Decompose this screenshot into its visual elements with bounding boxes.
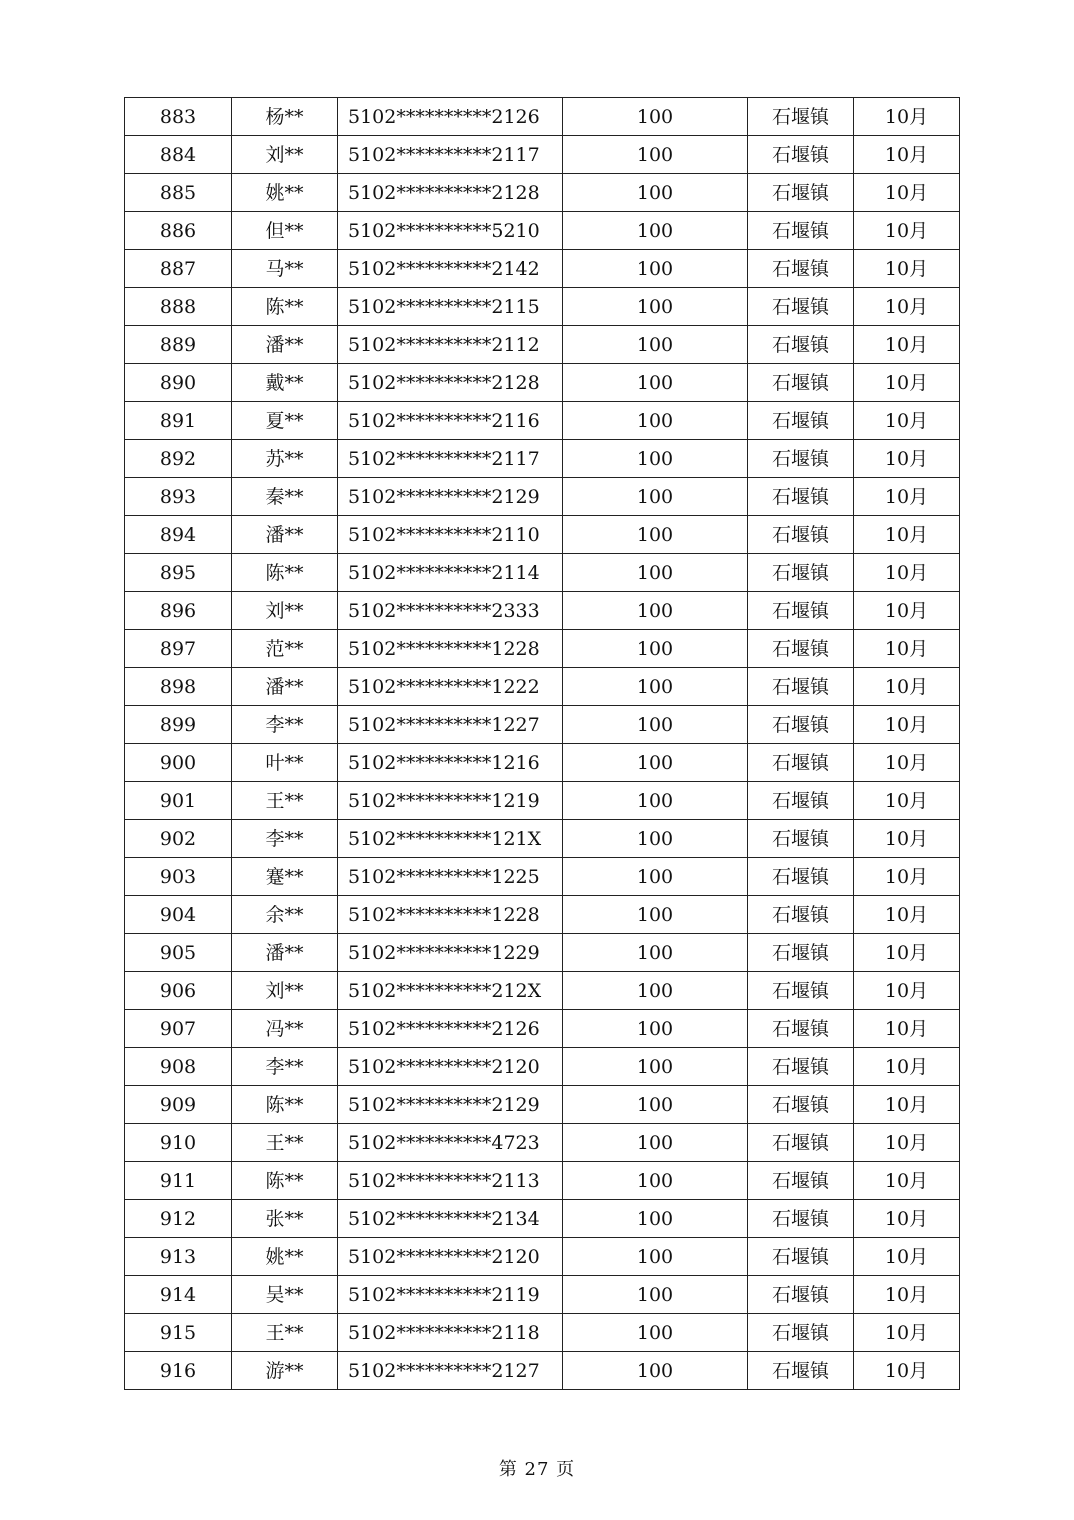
amount-cell: 100 [563, 1238, 748, 1276]
town-cell: 石堰镇 [748, 136, 854, 174]
name-cell: 张** [232, 1200, 338, 1238]
town-cell: 石堰镇 [748, 744, 854, 782]
town-cell: 石堰镇 [748, 1086, 854, 1124]
amount-cell: 100 [563, 136, 748, 174]
name-cell: 王** [232, 1314, 338, 1352]
table-row [125, 592, 960, 630]
month-cell: 10月 [854, 554, 960, 592]
name-cell: 陈** [232, 1086, 338, 1124]
name-cell: 陈** [232, 1162, 338, 1200]
town-cell: 石堰镇 [748, 554, 854, 592]
row-number-cell: 906 [125, 972, 232, 1010]
table-row [125, 1086, 960, 1124]
row-number-cell: 885 [125, 174, 232, 212]
name-cell: 范** [232, 630, 338, 668]
amount-cell: 100 [563, 478, 748, 516]
amount-cell: 100 [563, 1162, 748, 1200]
records-table-body [125, 98, 960, 1390]
amount-cell: 100 [563, 934, 748, 972]
amount-cell: 100 [563, 972, 748, 1010]
month-cell: 10月 [854, 1200, 960, 1238]
name-cell: 陈** [232, 288, 338, 326]
month-cell: 10月 [854, 1276, 960, 1314]
month-cell: 10月 [854, 668, 960, 706]
row-number-cell: 887 [125, 250, 232, 288]
table-row [125, 136, 960, 174]
id-number-cell: 5102**********2110 [338, 516, 563, 554]
month-cell: 10月 [854, 1352, 960, 1390]
table-row [125, 820, 960, 858]
name-cell: 戴** [232, 364, 338, 402]
month-cell: 10月 [854, 1238, 960, 1276]
records-table [124, 97, 960, 1390]
id-number-cell: 5102**********2129 [338, 478, 563, 516]
town-cell: 石堰镇 [748, 1162, 854, 1200]
table-row [125, 1276, 960, 1314]
town-cell: 石堰镇 [748, 288, 854, 326]
name-cell: 王** [232, 782, 338, 820]
month-cell: 10月 [854, 516, 960, 554]
row-number-cell: 910 [125, 1124, 232, 1162]
month-cell: 10月 [854, 174, 960, 212]
town-cell: 石堰镇 [748, 98, 854, 136]
town-cell: 石堰镇 [748, 706, 854, 744]
row-number-cell: 912 [125, 1200, 232, 1238]
id-number-cell: 5102**********1229 [338, 934, 563, 972]
name-cell: 苏** [232, 440, 338, 478]
id-number-cell: 5102**********2127 [338, 1352, 563, 1390]
amount-cell: 100 [563, 326, 748, 364]
month-cell: 10月 [854, 440, 960, 478]
row-number-cell: 893 [125, 478, 232, 516]
id-number-cell: 5102**********2142 [338, 250, 563, 288]
month-cell: 10月 [854, 478, 960, 516]
table-row [125, 402, 960, 440]
month-cell: 10月 [854, 1314, 960, 1352]
amount-cell: 100 [563, 364, 748, 402]
id-number-cell: 5102**********2114 [338, 554, 563, 592]
town-cell: 石堰镇 [748, 440, 854, 478]
town-cell: 石堰镇 [748, 1238, 854, 1276]
month-cell: 10月 [854, 972, 960, 1010]
town-cell: 石堰镇 [748, 1124, 854, 1162]
id-number-cell: 5102**********1222 [338, 668, 563, 706]
town-cell: 石堰镇 [748, 1314, 854, 1352]
town-cell: 石堰镇 [748, 934, 854, 972]
id-number-cell: 5102**********2128 [338, 364, 563, 402]
id-number-cell: 5102**********1219 [338, 782, 563, 820]
row-number-cell: 908 [125, 1048, 232, 1086]
town-cell: 石堰镇 [748, 364, 854, 402]
id-number-cell: 5102**********5210 [338, 212, 563, 250]
id-number-cell: 5102**********121X [338, 820, 563, 858]
month-cell: 10月 [854, 858, 960, 896]
table-row [125, 98, 960, 136]
id-number-cell: 5102**********4723 [338, 1124, 563, 1162]
amount-cell: 100 [563, 98, 748, 136]
row-number-cell: 884 [125, 136, 232, 174]
town-cell: 石堰镇 [748, 1200, 854, 1238]
month-cell: 10月 [854, 326, 960, 364]
name-cell: 潘** [232, 516, 338, 554]
month-cell: 10月 [854, 402, 960, 440]
id-number-cell: 5102**********2117 [338, 440, 563, 478]
row-number-cell: 900 [125, 744, 232, 782]
name-cell: 杨** [232, 98, 338, 136]
table-row [125, 250, 960, 288]
town-cell: 石堰镇 [748, 1352, 854, 1390]
id-number-cell: 5102**********2134 [338, 1200, 563, 1238]
amount-cell: 100 [563, 288, 748, 326]
name-cell: 叶** [232, 744, 338, 782]
month-cell: 10月 [854, 1124, 960, 1162]
town-cell: 石堰镇 [748, 782, 854, 820]
table-row [125, 1124, 960, 1162]
table-row [125, 668, 960, 706]
table-row [125, 174, 960, 212]
row-number-cell: 907 [125, 1010, 232, 1048]
amount-cell: 100 [563, 212, 748, 250]
town-cell: 石堰镇 [748, 174, 854, 212]
row-number-cell: 886 [125, 212, 232, 250]
month-cell: 10月 [854, 250, 960, 288]
name-cell: 刘** [232, 592, 338, 630]
month-cell: 10月 [854, 1086, 960, 1124]
name-cell: 李** [232, 706, 338, 744]
id-number-cell: 5102**********1228 [338, 630, 563, 668]
amount-cell: 100 [563, 250, 748, 288]
id-number-cell: 5102**********1225 [338, 858, 563, 896]
amount-cell: 100 [563, 1352, 748, 1390]
name-cell: 李** [232, 820, 338, 858]
amount-cell: 100 [563, 668, 748, 706]
town-cell: 石堰镇 [748, 820, 854, 858]
town-cell: 石堰镇 [748, 212, 854, 250]
town-cell: 石堰镇 [748, 326, 854, 364]
name-cell: 游** [232, 1352, 338, 1390]
amount-cell: 100 [563, 896, 748, 934]
month-cell: 10月 [854, 896, 960, 934]
amount-cell: 100 [563, 630, 748, 668]
table-row [125, 934, 960, 972]
row-number-cell: 911 [125, 1162, 232, 1200]
id-number-cell: 5102**********2128 [338, 174, 563, 212]
amount-cell: 100 [563, 554, 748, 592]
town-cell: 石堰镇 [748, 1276, 854, 1314]
name-cell: 蹇** [232, 858, 338, 896]
name-cell: 陈** [232, 554, 338, 592]
table-row [125, 212, 960, 250]
row-number-cell: 916 [125, 1352, 232, 1390]
table-row [125, 288, 960, 326]
amount-cell: 100 [563, 1010, 748, 1048]
table-row [125, 706, 960, 744]
amount-cell: 100 [563, 440, 748, 478]
row-number-cell: 891 [125, 402, 232, 440]
name-cell: 冯** [232, 1010, 338, 1048]
name-cell: 李** [232, 1048, 338, 1086]
row-number-cell: 896 [125, 592, 232, 630]
name-cell: 潘** [232, 326, 338, 364]
amount-cell: 100 [563, 592, 748, 630]
month-cell: 10月 [854, 744, 960, 782]
amount-cell: 100 [563, 1086, 748, 1124]
row-number-cell: 897 [125, 630, 232, 668]
id-number-cell: 5102**********2129 [338, 1086, 563, 1124]
town-cell: 石堰镇 [748, 516, 854, 554]
amount-cell: 100 [563, 820, 748, 858]
id-number-cell: 5102**********2113 [338, 1162, 563, 1200]
town-cell: 石堰镇 [748, 1010, 854, 1048]
table-row [125, 972, 960, 1010]
table-row [125, 1238, 960, 1276]
amount-cell: 100 [563, 1124, 748, 1162]
table-row [125, 1162, 960, 1200]
month-cell: 10月 [854, 364, 960, 402]
id-number-cell: 5102**********2116 [338, 402, 563, 440]
row-number-cell: 902 [125, 820, 232, 858]
table-row [125, 1048, 960, 1086]
row-number-cell: 913 [125, 1238, 232, 1276]
month-cell: 10月 [854, 820, 960, 858]
town-cell: 石堰镇 [748, 592, 854, 630]
month-cell: 10月 [854, 136, 960, 174]
row-number-cell: 905 [125, 934, 232, 972]
table-row [125, 1352, 960, 1390]
name-cell: 刘** [232, 972, 338, 1010]
amount-cell: 100 [563, 744, 748, 782]
table-row [125, 782, 960, 820]
row-number-cell: 889 [125, 326, 232, 364]
amount-cell: 100 [563, 402, 748, 440]
amount-cell: 100 [563, 1314, 748, 1352]
name-cell: 潘** [232, 934, 338, 972]
row-number-cell: 892 [125, 440, 232, 478]
name-cell: 秦** [232, 478, 338, 516]
row-number-cell: 903 [125, 858, 232, 896]
month-cell: 10月 [854, 288, 960, 326]
month-cell: 10月 [854, 706, 960, 744]
town-cell: 石堰镇 [748, 1048, 854, 1086]
amount-cell: 100 [563, 706, 748, 744]
month-cell: 10月 [854, 1010, 960, 1048]
id-number-cell: 5102**********2115 [338, 288, 563, 326]
month-cell: 10月 [854, 1162, 960, 1200]
name-cell: 王** [232, 1124, 338, 1162]
town-cell: 石堰镇 [748, 478, 854, 516]
amount-cell: 100 [563, 782, 748, 820]
id-number-cell: 5102**********2126 [338, 1010, 563, 1048]
name-cell: 潘** [232, 668, 338, 706]
id-number-cell: 5102**********2112 [338, 326, 563, 364]
table-row [125, 896, 960, 934]
month-cell: 10月 [854, 1048, 960, 1086]
name-cell: 夏** [232, 402, 338, 440]
table-row [125, 516, 960, 554]
town-cell: 石堰镇 [748, 402, 854, 440]
amount-cell: 100 [563, 1048, 748, 1086]
row-number-cell: 909 [125, 1086, 232, 1124]
name-cell: 吴** [232, 1276, 338, 1314]
page-number: 第 27 页 [498, 1459, 576, 1480]
town-cell: 石堰镇 [748, 972, 854, 1010]
table-row [125, 364, 960, 402]
amount-cell: 100 [563, 1200, 748, 1238]
month-cell: 10月 [854, 782, 960, 820]
id-number-cell: 5102**********1216 [338, 744, 563, 782]
table-row [125, 744, 960, 782]
row-number-cell: 894 [125, 516, 232, 554]
table-row [125, 1314, 960, 1352]
row-number-cell: 904 [125, 896, 232, 934]
table-row [125, 858, 960, 896]
amount-cell: 100 [563, 858, 748, 896]
id-number-cell: 5102**********212X [338, 972, 563, 1010]
town-cell: 石堰镇 [748, 250, 854, 288]
month-cell: 10月 [854, 592, 960, 630]
amount-cell: 100 [563, 1276, 748, 1314]
month-cell: 10月 [854, 212, 960, 250]
name-cell: 余** [232, 896, 338, 934]
id-number-cell: 5102**********2126 [338, 98, 563, 136]
name-cell: 姚** [232, 174, 338, 212]
town-cell: 石堰镇 [748, 858, 854, 896]
table-row [125, 1200, 960, 1238]
id-number-cell: 5102**********2120 [338, 1238, 563, 1276]
name-cell: 刘** [232, 136, 338, 174]
name-cell: 姚** [232, 1238, 338, 1276]
table-row [125, 326, 960, 364]
amount-cell: 100 [563, 174, 748, 212]
row-number-cell: 914 [125, 1276, 232, 1314]
row-number-cell: 898 [125, 668, 232, 706]
name-cell: 但** [232, 212, 338, 250]
town-cell: 石堰镇 [748, 630, 854, 668]
town-cell: 石堰镇 [748, 668, 854, 706]
row-number-cell: 899 [125, 706, 232, 744]
table-row [125, 630, 960, 668]
id-number-cell: 5102**********2117 [338, 136, 563, 174]
row-number-cell: 890 [125, 364, 232, 402]
id-number-cell: 5102**********2119 [338, 1276, 563, 1314]
row-number-cell: 901 [125, 782, 232, 820]
row-number-cell: 883 [125, 98, 232, 136]
table-row [125, 554, 960, 592]
month-cell: 10月 [854, 934, 960, 972]
id-number-cell: 5102**********2120 [338, 1048, 563, 1086]
id-number-cell: 5102**********1228 [338, 896, 563, 934]
name-cell: 马** [232, 250, 338, 288]
id-number-cell: 5102**********2118 [338, 1314, 563, 1352]
amount-cell: 100 [563, 516, 748, 554]
table-row [125, 1010, 960, 1048]
table-row [125, 478, 960, 516]
id-number-cell: 5102**********1227 [338, 706, 563, 744]
row-number-cell: 895 [125, 554, 232, 592]
row-number-cell: 915 [125, 1314, 232, 1352]
month-cell: 10月 [854, 630, 960, 668]
id-number-cell: 5102**********2333 [338, 592, 563, 630]
row-number-cell: 888 [125, 288, 232, 326]
month-cell: 10月 [854, 98, 960, 136]
table-row [125, 440, 960, 478]
town-cell: 石堰镇 [748, 896, 854, 934]
